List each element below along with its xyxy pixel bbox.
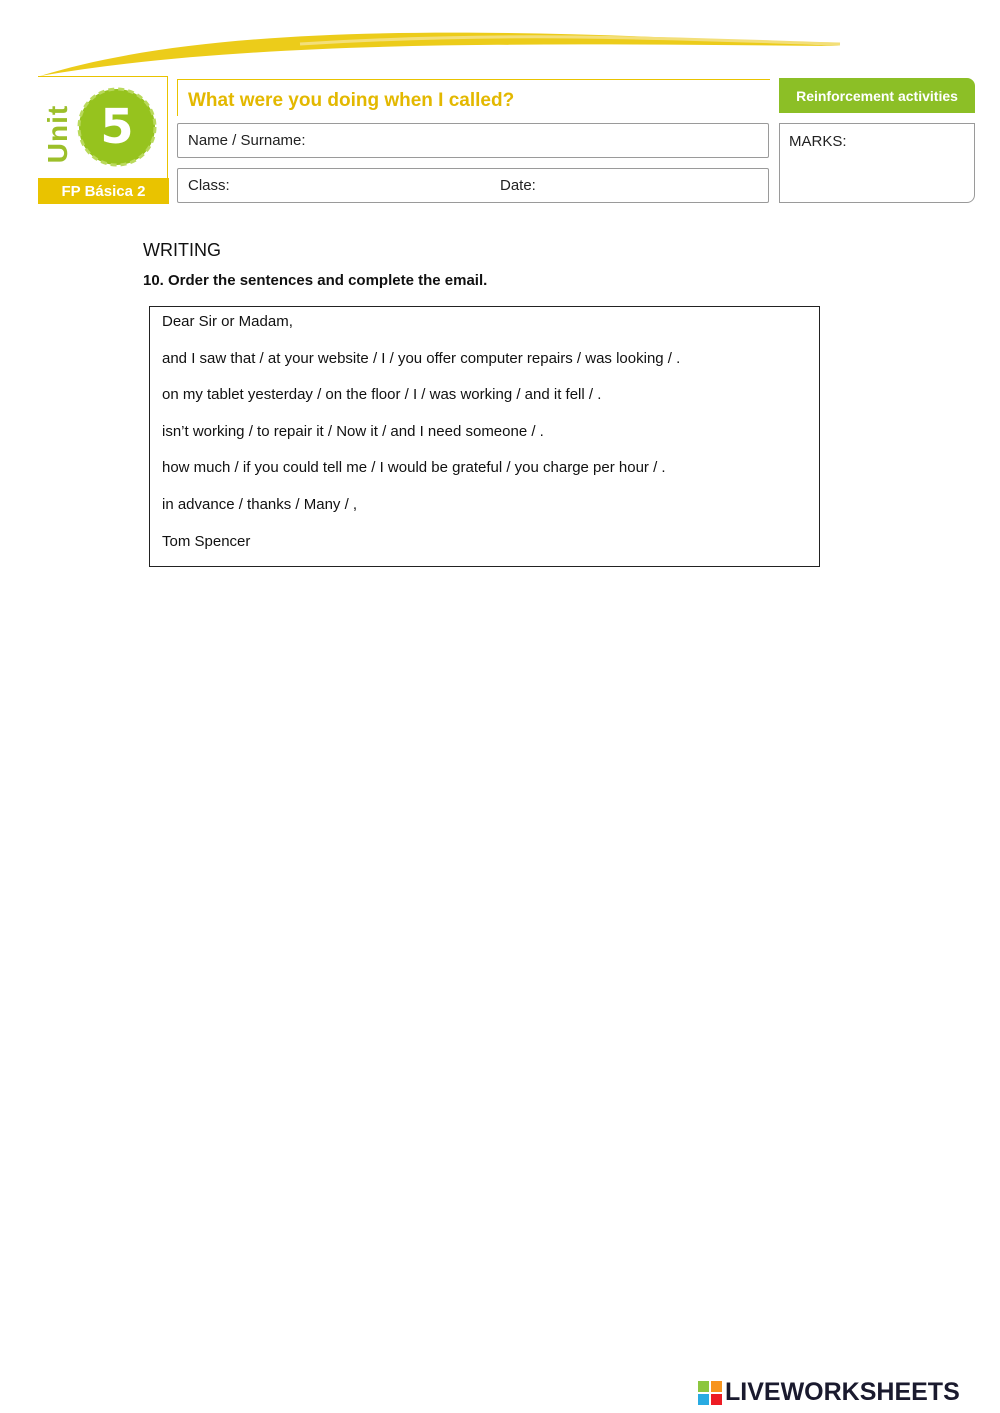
- liveworksheets-brand: [698, 1378, 994, 1408]
- class-label: Class:: [188, 177, 230, 194]
- exercise-instruction: 10. Order the sentences and complete the email.: [143, 272, 488, 289]
- worksheet-title: What were you doing when I called?: [188, 90, 515, 111]
- email-signature: Tom Spencer: [162, 533, 251, 550]
- email-jumbled-line: in advance / thanks / Many / ,: [162, 496, 358, 513]
- unit-number: 5: [100, 99, 134, 155]
- email-jumbled-line: how much / if you could tell me / I would be grateful / you charge per hour / .: [162, 459, 666, 476]
- reinforcement-activities-tag: Reinforcement activities: [779, 78, 975, 113]
- section-heading: WRITING: [143, 240, 221, 260]
- worksheet-title-box: [177, 79, 770, 116]
- liveworksheets-logo-icon: [698, 1381, 722, 1405]
- liveworksheets-wordmark: LIVEWORKSHEETS: [725, 1378, 960, 1406]
- unit-word: Unit: [42, 104, 73, 164]
- unit-badge-block: [38, 76, 170, 204]
- email-jumbled-line: on my tablet yesterday / on the floor / I / was working / and it fell / .: [162, 386, 602, 403]
- email-jumbled-line: and I saw that / at your website / I / you offer computer repairs / was looking / .: [162, 350, 681, 367]
- class-date-field[interactable]: [177, 168, 769, 203]
- name-surname-label: Name / Surname:: [188, 132, 306, 149]
- date-label: Date:: [500, 177, 536, 194]
- marks-label: MARKS:: [789, 133, 847, 150]
- course-label: FP Básica 2: [38, 178, 169, 204]
- email-jumbled-line: isn’t working / to repair it / Now it / and I need someone / .: [162, 423, 544, 440]
- name-surname-field[interactable]: [177, 123, 769, 158]
- marks-box[interactable]: [779, 123, 975, 203]
- email-box: [149, 306, 820, 567]
- unit-frame-side-line: [167, 76, 168, 178]
- email-greeting: Dear Sir or Madam,: [162, 313, 293, 330]
- unit-frame-top-line: [38, 76, 168, 77]
